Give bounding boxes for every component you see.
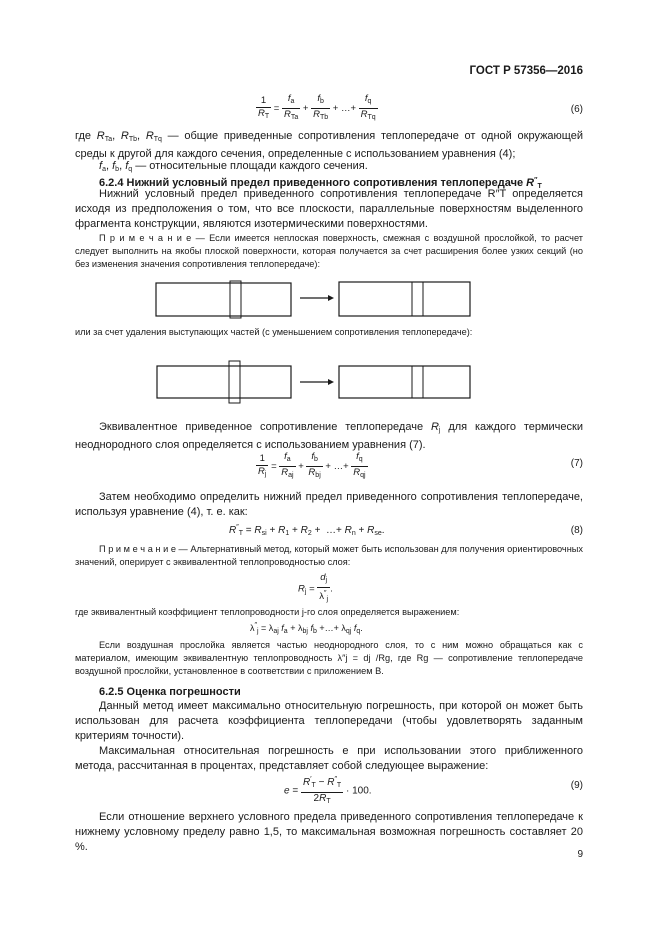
paragraph-then: Затем необходимо определить нижний предел приведенного сопротивления теплопередаче, используя уравнение (4), т. е. как: <box>75 491 583 518</box>
diagram-expansion <box>0 280 661 330</box>
page-number: 9 <box>577 849 583 860</box>
diagram-removal <box>0 360 661 410</box>
equation-7: $\frac{1}{R_j}$ = $\frac{f_a}{R_{aj}}$ + $\frac{f_b}{R_{bj}}$ + …+ $\frac{f_q}{R_{qj}}$ <box>258 451 366 479</box>
note-2: П р и м е ч а н и е — Альтернативный метод, который может быть использован для получения ориентировочных значений, оперирует с эквивалентной теплопроводностью слоя: <box>75 544 583 567</box>
standard-number: ГОСТ Р 57356—2016 <box>469 65 583 77</box>
equation-6-number: (6) <box>570 104 583 115</box>
paragraph-equivalent: Эквивалентное приведенное сопротивление теплопередаче $R_j$ для каждого термически неоднородного слоя определяется с использованием уравнения (7). <box>75 421 583 451</box>
equation-9: e = $\frac{R'_T - R''_T}{2R_T}$ · 100. <box>284 776 372 805</box>
section-625-heading: 6.2.5 Оценка погрешности <box>99 686 241 698</box>
note-2-air-gap: Если воздушная прослойка является частью неоднородного слоя, то с ним можно обращаться как с материалом, имеющим эквивалентную теплопроводность λ″j = dj /Rg, где Rg — сопротивление теплопередаче воздушной прослойки, установленное в соответствии с приложением В. <box>75 640 583 676</box>
paragraph-624: Нижний условный предел приведенного сопротивления теплопередаче R″T определяется исходя из предположения о том, что все плоскости, параллельные поверхностям выделенного фрагмента конструкции, являются изотермическими поверхностями. <box>75 188 583 230</box>
equation-8-number: (8) <box>570 525 583 536</box>
where-definition: где $R_{Ta}$, $R_{Tb}$, $R_{Tq}$ — общие приведенные сопротивления теплопередаче от одной окружающей среды к другой для каждого сечения, определенные с использованием уравнения (4); <box>75 130 583 160</box>
paragraph-625b: Максимальная относительная погрешность e при использовании этого приближенного метода, рассчитанная в процентах, представляет собой следующее выражение: <box>75 745 583 772</box>
equation-8: $R''_T = R_{si} + R_1 + R_2$ + …+ $R_n + R_{se}$. <box>229 524 385 537</box>
equation-6: $\frac{1}{R_T}$ = $\frac{f_a}{R_{Ta}}$ + $\frac{f_b}{R_{Tb}}$ + …+ $\frac{f_q}{R_{Tq}}$ <box>258 93 376 121</box>
note-2-where: где эквивалентный коэффициент теплопроводности j-го слоя определяется выражением: <box>75 607 460 617</box>
areas-definition: $f_a$, $f_b$, $f_q$ — относительные площади каждого сечения. <box>99 160 368 173</box>
equation-7-number: (7) <box>570 458 583 469</box>
note-1-continuation: или за счет удаления выступающих частей (с уменьшением сопротивления теплопередаче): <box>75 327 473 337</box>
paragraph-625a: Данный метод имеет максимально относительную погрешность, при которой он может быть использован для расчета коэффициента теплопередачи (чтобы удовлетворять заданным критериям точности). <box>75 700 583 742</box>
note-1: П р и м е ч а н и е — Если имеется неплоская поверхность, смежная с воздушной прослойкой, то расчет следует выполнить на якобы плоской поверхности, которая получается за счет расширения более узких секций (но без изменения значения сопротивления теплопередаче): <box>75 233 583 269</box>
paragraph-625c: Если отношение верхнего условного предела приведенного сопротивления теплопередаче к нижнему условному пределу равно 1,5, то максимальная возможная погрешность составляет 20 %. <box>75 811 583 853</box>
equation-conductivity: $R_j$ = $\frac{d_j}{\lambda''_j}$ . <box>298 572 333 603</box>
section-624-heading: 6.2.4 Нижний условный предел приведенного сопротивления теплопередаче $R''_T$ <box>99 177 542 190</box>
equation-lambda: $\lambda''_j = \lambda_{aj}$ $f_a + \lambda_{bj}$ $f_b$ +…+ $\lambda_{qj}$ $f_q$. <box>250 622 363 635</box>
equation-9-number: (9) <box>570 780 583 791</box>
